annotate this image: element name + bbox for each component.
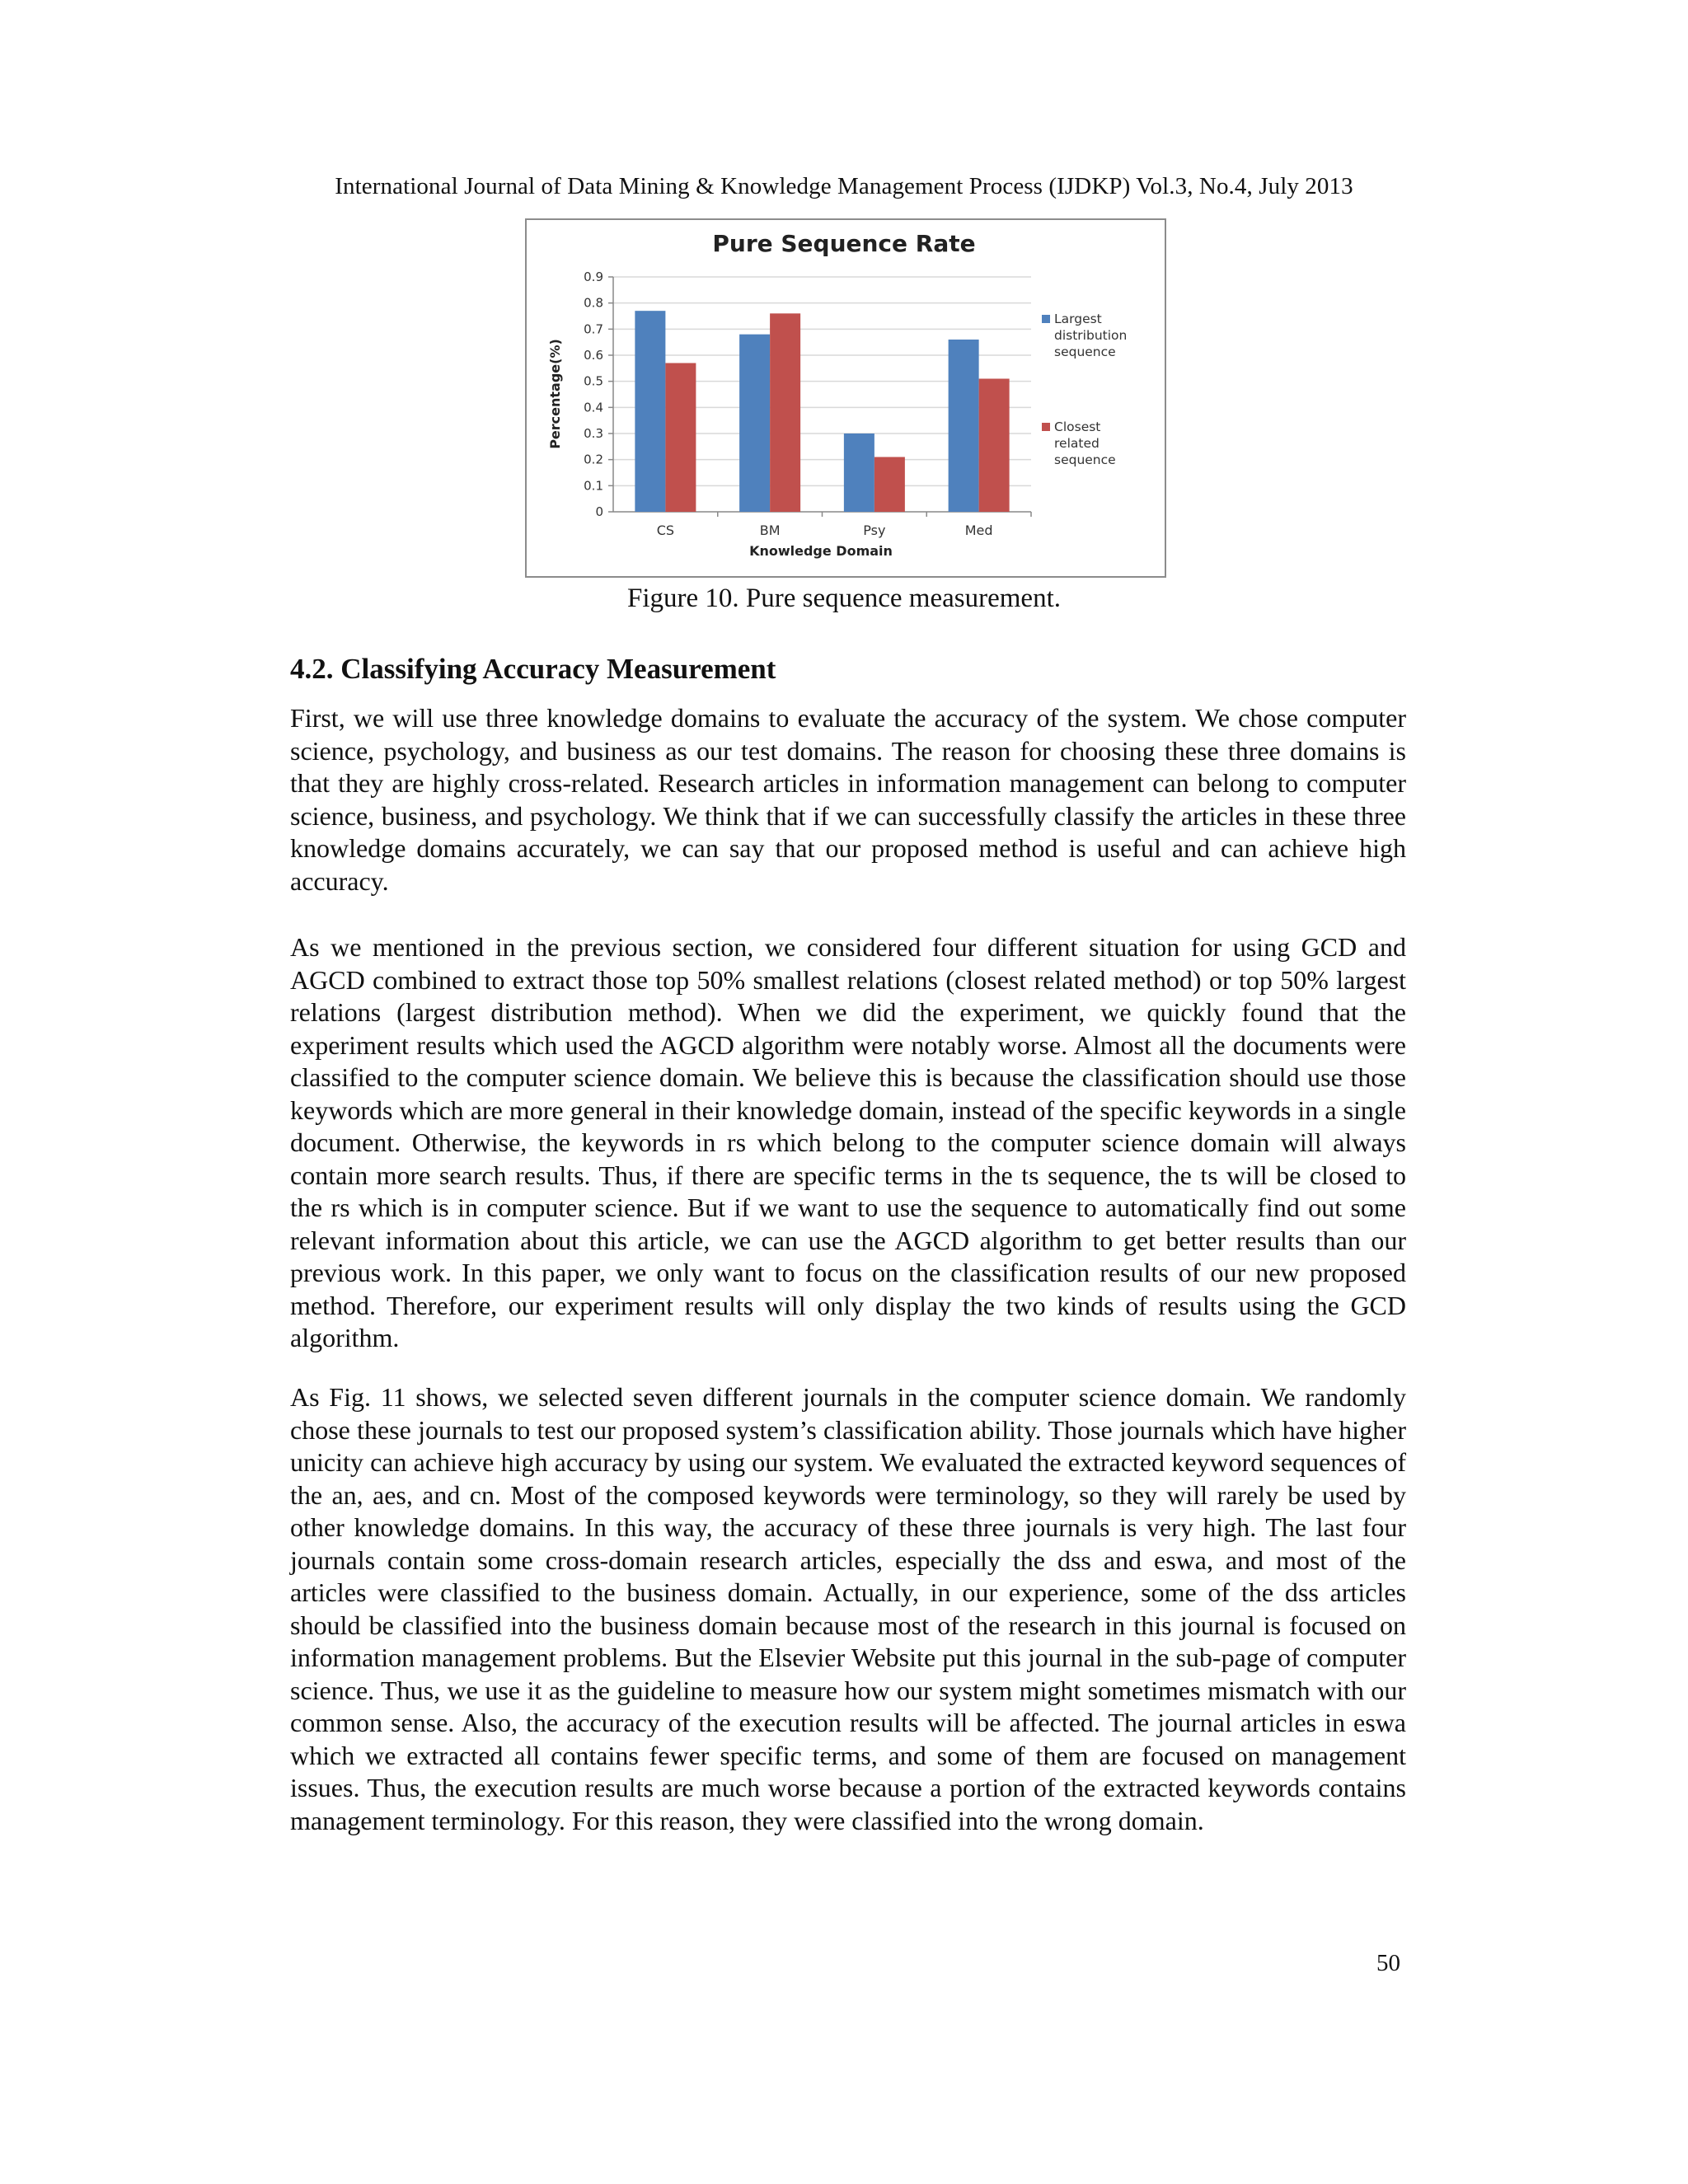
- journal-header: International Journal of Data Mining & Knowledge Management Process (IJDKP) Vol.3, No.4, July 2013: [335, 173, 1353, 199]
- legend-swatch: [1042, 423, 1050, 431]
- paragraph-3: As Fig. 11 shows, we selected seven different journals in the computer science domain. We randomly chose these journals to test our proposed system’s classification ability. Those journals which have higher unicity can achieve high accuracy by using our system. We evaluated the extracted keyword sequences of the an, aes, and cn. Most of the composed keywords were terminology, so they will rarely be used by other knowledge domains. In this way, the accuracy of these three journals is very high. The last four journals contain some cross-domain research articles, especially the dss and eswa, and most of the articles were classified to the business domain. Actually, in our experience, some of the dss articles should be classified into the business domain because most of the research in this journal is focused on information management problems. But the Elsevier Website put this journal in the sub-page of computer science. Thus, we use it as the guideline to measure how our system might sometimes mismatch with our common sense. Also, the accuracy of the execution results will be affected. The journal articles in eswa which we extracted all contains fewer specific terms, and some of them are focused on management issues. Thus, the execution results are much worse because a portion of the extracted keywords contains management terminology. For this reason, they were classified into the wrong domain.: [290, 1382, 1406, 1835]
- paragraph-2: As we mentioned in the previous section, we considered four different situation for using GCD and AGCD combined to extract those top 50% smallest relations (closest related method) or top 50% largest relations (largest distribution method). When we did the experiment, we quickly found that the experiment results which used the AGCD algorithm were notably worse. Almost all the documents were classified to the computer science domain. We believe this is because the classification should use those keywords which are more general in their knowledge domain, instead of the specific keywords in a single document. Otherwise, the keywords in rs which belong to the computer science domain will always contain more search results. Thus, if there are specific terms in the ts sequence, the ts will be closed to the rs which is in computer science. But if we want to use the sequence to automatically find out some relevant information about this article, we can use the AGCD algorithm to get better results than our previous work. In this paper, we only want to focus on the classification results of our new proposed method. Therefore, our experiment results will only display the two kinds of results using the GCD algorithm.: [290, 932, 1406, 1352]
- legend-swatch: [1042, 315, 1050, 323]
- y-tick-label: 0.1: [584, 478, 603, 494]
- legend-label: sequence: [1054, 452, 1116, 467]
- y-tick-label: 0.2: [584, 452, 603, 467]
- bar: [874, 457, 905, 513]
- legend-label: related: [1054, 436, 1100, 451]
- x-tick-label: BM: [759, 523, 781, 538]
- legend-label: sequence: [1054, 344, 1116, 359]
- paragraph-1: First, we will use three knowledge domains to evaluate the accuracy of the system. We chose computer science, psychology, and business as our test domains. The reason for choosing these three domains is that they are highly cross-related. Research articles in information management can belong to computer science, business, and psychology. We think that if we can successfully classify the articles in these three knowledge domains accurately, we can say that our proposed method is useful and can achieve high accuracy.: [290, 703, 1406, 896]
- y-tick-label: 0.5: [584, 373, 603, 389]
- bar-chart: [527, 220, 1165, 576]
- bar: [770, 313, 800, 512]
- y-tick-label: 0.6: [584, 348, 603, 363]
- y-tick-label: 0.3: [584, 426, 603, 441]
- y-tick-label: 0.4: [584, 400, 603, 415]
- bar: [844, 434, 874, 512]
- x-tick-label: CS: [656, 523, 675, 538]
- bar: [979, 379, 1010, 513]
- figure-10-chart: [525, 218, 1166, 578]
- legend-label: distribution: [1054, 328, 1128, 343]
- figure-caption: Figure 10. Pure sequence measurement.: [626, 583, 1061, 613]
- y-tick-label: 0.7: [584, 321, 603, 337]
- page-number: 50: [1376, 1950, 1400, 1976]
- y-tick-label: 0.8: [584, 295, 603, 311]
- section-heading: 4.2. Classifying Accuracy Measurement: [290, 653, 776, 685]
- bar: [635, 311, 665, 512]
- bar: [949, 340, 979, 512]
- y-tick-label: 0: [595, 504, 603, 519]
- chart-title: Pure Sequence Rate: [712, 230, 976, 257]
- legend-label: Largest: [1054, 312, 1102, 326]
- legend-label: Closest: [1054, 419, 1101, 434]
- bar: [665, 363, 696, 513]
- x-tick-label: Med: [964, 523, 993, 538]
- x-tick-label: Psy: [863, 523, 886, 538]
- x-axis-label: Knowledge Domain: [749, 543, 893, 559]
- y-axis-label: Percentage(%): [547, 339, 563, 449]
- bar: [739, 335, 770, 512]
- y-tick-label: 0.9: [584, 269, 603, 284]
